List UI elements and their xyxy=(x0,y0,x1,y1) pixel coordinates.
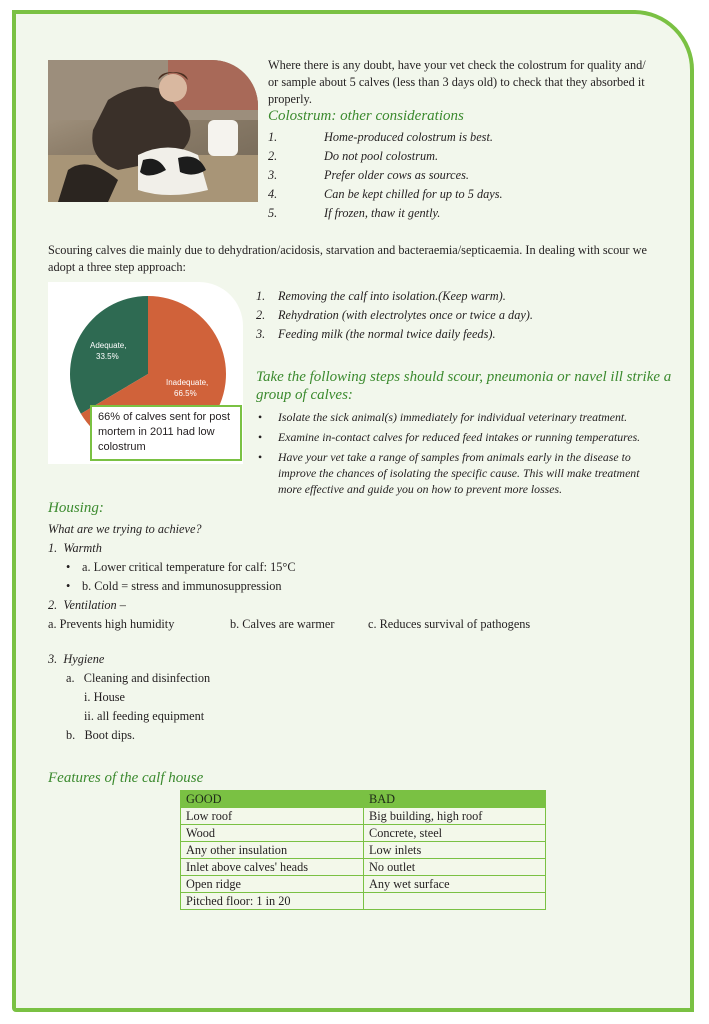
warmth-sub-a: • a. Lower critical temperature for calf: 15°C xyxy=(82,559,296,576)
item-text: Prefer older cows as sources. xyxy=(324,168,469,182)
list-item xyxy=(256,289,533,308)
good-cell: Wood xyxy=(181,825,364,842)
bullet-text: Examine in-contact calves for reduced feed intakes or running temperatures. xyxy=(278,430,641,444)
features-heading: Features of the calf house xyxy=(48,770,204,786)
steps-bullets xyxy=(256,409,676,501)
inadequate-label: Inadequate, xyxy=(166,378,209,387)
table-row xyxy=(181,893,546,910)
colostrum-list xyxy=(268,130,503,225)
scour-line: Scouring calves die mainly due to dehydration/acidosis, starvation and bacteraemia/septicaemia. In dealing with scour we xyxy=(48,243,647,257)
hygiene-sub-a-i: i. House xyxy=(84,690,125,704)
good-cell: Any other insulation xyxy=(181,842,364,859)
hygiene-sub-a-ii: ii. all feeding equipment xyxy=(84,709,205,723)
list-item xyxy=(256,429,676,445)
item-number: 4. xyxy=(268,187,278,201)
calf-house-table xyxy=(180,790,546,910)
photo-illustration xyxy=(48,60,258,202)
ventilation-item: 2. Ventilation – xyxy=(48,598,126,612)
item-number: 2. xyxy=(256,308,266,322)
item-text: Feeding milk (the normal twice daily feeds). xyxy=(278,327,496,341)
list-item xyxy=(256,327,533,346)
intro-paragraph xyxy=(268,57,646,108)
item-number: 3. xyxy=(256,327,266,341)
table-header-row xyxy=(181,791,546,808)
scour-steps xyxy=(256,289,533,346)
bullet-text: Isolate the sick animal(s) immediately for individual veterinary treatment. xyxy=(278,410,628,424)
hygiene-sub-a: a. Cleaning and disinfection xyxy=(66,671,211,685)
scour-line: adopt a three step approach: xyxy=(48,260,186,274)
ventilation-sub-b: b. Calves are warmer xyxy=(230,617,335,631)
good-cell: Inlet above calves' heads xyxy=(181,859,364,876)
colostrum-heading: Colostrum: other considerations xyxy=(268,108,464,124)
ventilation-sub-c: c. Reduces survival of pathogens xyxy=(368,617,531,631)
item-text: If frozen, thaw it gently. xyxy=(324,206,441,220)
table-row xyxy=(181,825,546,842)
adequate-label: Adequate, xyxy=(90,341,127,350)
item-text: Home-produced colostrum is best. xyxy=(324,130,493,144)
heading-line: group of calves: xyxy=(256,387,353,403)
good-cell: Open ridge xyxy=(181,876,364,893)
inadequate-value: 66.5% xyxy=(174,389,197,398)
intro-line: Where there is any doubt, have your vet check the colostrum for quality and/ xyxy=(268,58,646,72)
item-number: 5. xyxy=(268,206,278,220)
good-cell: Low roof xyxy=(181,808,364,825)
housing-heading: Housing: xyxy=(48,500,104,516)
list-item xyxy=(256,449,676,497)
list-item xyxy=(256,409,676,425)
intro-line: or sample about 5 calves (less than 3 days old) to check that they absorbed it xyxy=(268,75,645,89)
table-row xyxy=(181,842,546,859)
item-text: Can be kept chilled for up to 5 days. xyxy=(324,187,503,201)
table-row xyxy=(181,808,546,825)
list-item xyxy=(268,149,503,168)
bad-cell xyxy=(364,893,546,910)
hygiene-item: 3. Hygiene xyxy=(48,652,105,666)
warmth-sub-b: • b. Cold = stress and immunosuppression xyxy=(82,578,282,595)
caption-line: 66% of calves sent for post xyxy=(98,411,231,423)
list-item xyxy=(268,187,503,206)
bad-cell: Concrete, steel xyxy=(364,825,546,842)
intro-line: properly. xyxy=(268,92,312,106)
table-row xyxy=(181,876,546,893)
caption-line: colostrum xyxy=(98,441,146,453)
bullet-text: • Have your vet take a range of samples from animals early in the disease to xyxy=(278,450,631,464)
bad-cell: Any wet surface xyxy=(364,876,546,893)
bullet-text: improve the chances of isolating the specific cause. This will make treatment xyxy=(278,466,640,480)
list-item xyxy=(268,130,503,149)
good-cell: Pitched floor: 1 in 20 xyxy=(181,893,364,910)
warmth-item: 1. Warmth xyxy=(48,541,102,555)
item-text: Rehydration (with electrolytes once or twice a day). xyxy=(278,308,533,322)
hygiene-sub-b: b. Boot dips. xyxy=(66,728,136,742)
scour-paragraph xyxy=(48,242,647,276)
list-item xyxy=(268,168,503,187)
steps-heading xyxy=(256,368,671,404)
bad-cell: No outlet xyxy=(364,859,546,876)
calf-feeding-photo xyxy=(48,60,258,202)
list-item xyxy=(256,308,533,327)
item-text: Do not pool colostrum. xyxy=(324,149,439,163)
item-text: Removing the calf into isolation.(Keep warm). xyxy=(278,289,506,303)
item-number: 3. xyxy=(268,168,278,182)
table-row xyxy=(181,859,546,876)
housing-question: What are we trying to achieve? xyxy=(48,522,202,536)
ventilation-sub-a: a. Prevents high humidity xyxy=(48,617,175,631)
item-number: 1. xyxy=(256,289,266,303)
item-number: 2. xyxy=(268,149,278,163)
caption-line: mortem in 2011 had low xyxy=(98,426,215,438)
bad-cell: Big building, high roof xyxy=(364,808,546,825)
bad-cell: Low inlets xyxy=(364,842,546,859)
adequate-value: 33.5% xyxy=(96,352,119,361)
pie-caption xyxy=(90,405,242,461)
bullet-text: more effective and guide you on how to prevent more losses. xyxy=(278,482,563,496)
item-number: 1. xyxy=(268,130,278,144)
column-header-bad: BAD xyxy=(364,791,546,808)
list-item xyxy=(268,206,503,225)
heading-line: Take the following steps should scour, pneumonia or navel ill strike a xyxy=(256,369,672,385)
column-header-good: GOOD xyxy=(181,791,364,808)
